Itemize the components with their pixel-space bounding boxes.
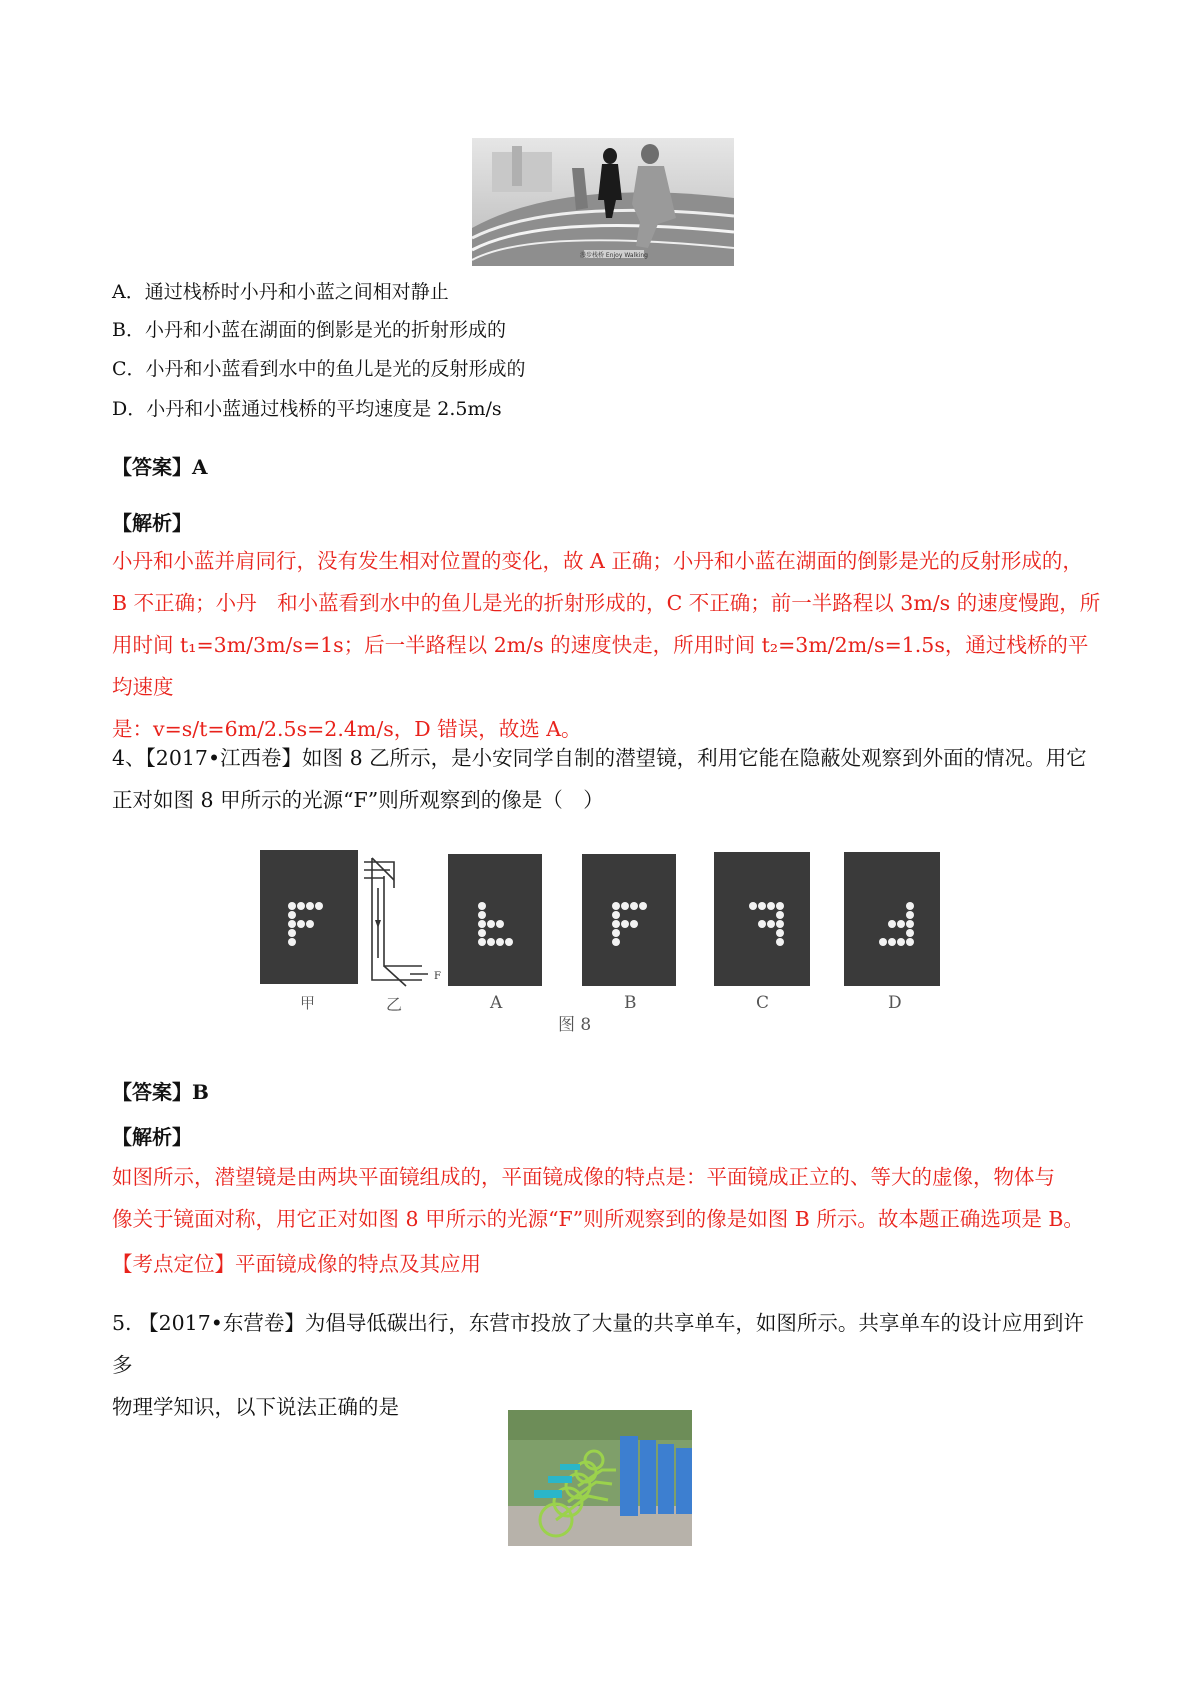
question-4-stem — [112, 737, 1092, 821]
panel-label-a: A — [490, 993, 503, 1013]
stem-line: 4、【2017•江西卷】如图 8 乙所示，是小安同学自制的潜望镜，利用它能在隐蔽处观察到外面的情况。用它 — [112, 746, 1087, 770]
option-b: B．小丹和小蓝在湖面的倒影是光的折射形成的 — [112, 319, 506, 341]
periscope-f-label: F — [434, 971, 441, 982]
analysis-text — [112, 540, 1102, 750]
analysis-line: 用时间 t₁=3m/3m/s=1s；后一半路程以 2m/s 的速度快走，所用时间 t₂=3m/2m/s=1.5s，通过栈桥的平均速度 — [112, 633, 1089, 699]
analysis-line: B 不正确；小丹 和小蓝看到水中的鱼儿是光的折射形成的，C 不正确；前一半路程以 3m/s 的速度慢跑，所 — [112, 591, 1101, 615]
answer-label-4: 【答案】B — [112, 1080, 209, 1104]
analysis-label: 【解析】 — [112, 511, 192, 535]
analysis-line: 小丹和小蓝并肩同行，没有发生相对位置的变化，故 A 正确；小丹和小蓝在湖面的倒影是光的反射形成的， — [112, 549, 1083, 573]
panel-label-jia: 甲 — [300, 994, 316, 1012]
option-a: A．通过栈桥时小丹和小蓝之间相对静止 — [112, 281, 449, 303]
bridge-photo — [472, 138, 734, 266]
panel-label-b: B — [624, 993, 637, 1013]
figure-8-caption: 图 8 — [558, 1015, 592, 1035]
key-point: 【考点定位】平面镜成像的特点及其应用 — [112, 1252, 481, 1276]
stem-line: 物理学知识，以下说法正确的是 — [112, 1395, 399, 1419]
analysis-line: 像关于镜面对称，用它正对如图 8 甲所示的光源“F”则所观察到的像是如图 B 所示。故本题正确选项是 B。 — [112, 1207, 1084, 1231]
panel-label-d: D — [888, 993, 902, 1013]
stem-line: 正对如图 8 甲所示的光源“F”则所观察到的像是（ ） — [112, 788, 604, 812]
option-d: D．小丹和小蓝通过栈桥的平均速度是 2.5m/s — [112, 398, 502, 420]
analysis-label-4: 【解析】 — [112, 1125, 192, 1149]
shared-bikes-photo — [508, 1410, 692, 1546]
analysis-line: 是：v=s/t=6m/2.5s=2.4m/s，D 错误，故选 A。 — [112, 717, 582, 741]
analysis-text-4 — [112, 1156, 1102, 1240]
analysis-line: 如图所示，潜望镜是由两块平面镜组成的，平面镜成像的特点是：平面镜成正立的、等大的虚像，物体与 — [112, 1165, 1055, 1189]
periscope-diagram — [364, 858, 428, 986]
panel-label-c: C — [756, 993, 770, 1013]
option-c: C．小丹和小蓝看到水中的鱼儿是光的反射形成的 — [112, 358, 526, 380]
panel-label-yi: 乙 — [386, 995, 403, 1014]
bridge-photo-caption: 漫步栈桥 Enjoy Walking — [580, 252, 648, 259]
answer-label: 【答案】A — [112, 455, 208, 479]
stem-line: 5. 【2017•东营卷】为倡导低碳出行，东营市投放了大量的共享单车，如图所示。共享单车的设计应用到许多 — [112, 1311, 1084, 1377]
figure-8 — [260, 848, 940, 1036]
